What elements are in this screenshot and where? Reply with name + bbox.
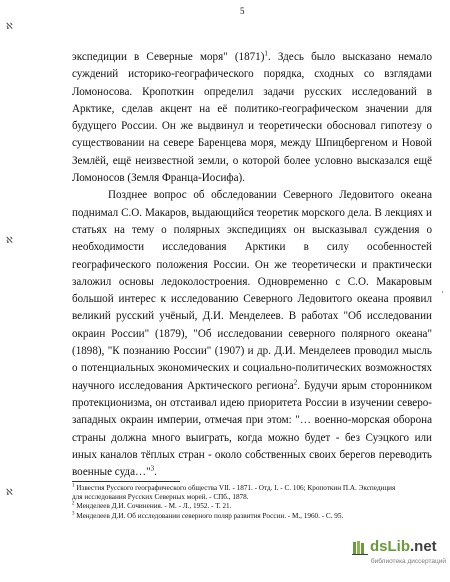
footnote-text: Известия Русского географического общества VII. - 1871. - Отд. I. - С. 106; Кропоткин П.А. Экспедиция для исследования Русских Северных морей. - СПб., 1878. [72, 484, 396, 502]
paragraph-2-text-b: . Будучи ярым сторонником протекционизма, он отстаивал идею приоритета России в изучении северо-западных окраин империи, отмечая при этом: "… военно-морская оборона страны должна много выиграть, когда можно будет - без Суэцкого или иных каналов тёплых стран - около собственных своих берегов переводить военные суда…" [72, 379, 432, 479]
book-stack-icon [352, 540, 368, 555]
watermark[interactable] [330, 538, 446, 578]
footnote-mark: 2 [72, 502, 75, 508]
scan-mark-mid-left: ℵ [6, 236, 13, 246]
page-number: 5 [240, 6, 245, 16]
body-text [72, 49, 432, 481]
footnote-separator [72, 481, 180, 482]
footnote-text: Менделеев Д.И. Сочинения. - М. - Л., 1952. - Т. 21. [74, 502, 232, 511]
footnote-mark: 1 [72, 483, 75, 489]
footnote-ref-2[interactable]: 2 [293, 377, 298, 386]
footnote-text: Менделеев Д.И. Об исследовании северного поляр развития России. - М., 1960. - С. 95. [74, 511, 344, 520]
paragraph-1-text-b: . Здесь было высказано немало суждений историко-географического порядка, сходных со взглядами Ломоносова. Кропоткин определил задачи русских исследований в Арктике, сделав акцент на её политико-географическом значении для будущего России. Он же выдвинул и теоретически обосновал гипотезу о существовании на севере Баренцева моря, между Шпицбергеном и Новой Землёй, ещё неизвестной земли, о которой более условно высказался ещё Ломоносов (Земля Франца-Иосифа). [72, 51, 432, 185]
footnote-1 [72, 484, 402, 502]
scan-mark-right: · [441, 288, 444, 298]
footnote-ref-3[interactable]: 3 [150, 464, 155, 473]
paragraph-2-text-c: . [154, 466, 157, 479]
watermark-logo [370, 538, 437, 555]
paragraph-2-text-a: Позднее вопрос об обследовании Северного Ледовитого океана поднимал С.О. Макаров, выдающийся теоретик морского дела. В лекциях и статьях на тему о полярных экспедициях он высказывал суждения о необходимости исследования Арктики в силу особенностей географического положения России. Он же теоретически и практически заложил основы ледоколостроения. Одновременно с С.О. Макаровым большой интерес к исследованию Северного Ледовитого океана проявил великий русский учёный, Д.И. Менделеев. В работах "Об исследовании окраин России" (1879), "Об исследовании северного полярного океана" (1898), "К познанию России" (1907) и др. Д.И. Менделеев проводил мысль о потенциальных экономических и социально-политических возможностях научного исследования Арктического региона [72, 189, 432, 392]
footnotes [72, 484, 402, 521]
footnote-3 [72, 512, 402, 521]
watermark-tagline: библиотека диссертаций [370, 558, 446, 565]
footnote-ref-1[interactable]: 1 [264, 49, 268, 58]
watermark-logo-tld: .net [410, 538, 437, 555]
watermark-logo-main: dsLib [370, 538, 410, 555]
footnote-2 [72, 502, 402, 511]
footnote-mark: 3 [72, 511, 75, 517]
paragraph-1-text-a: экспедиции в Северные моря" (1871) [72, 51, 265, 63]
scan-mark-low-left: ℵ [6, 488, 13, 498]
paragraph-2 [72, 187, 432, 481]
paragraph-1 [72, 49, 432, 187]
scan-mark-top-left: ℵ [6, 22, 13, 32]
